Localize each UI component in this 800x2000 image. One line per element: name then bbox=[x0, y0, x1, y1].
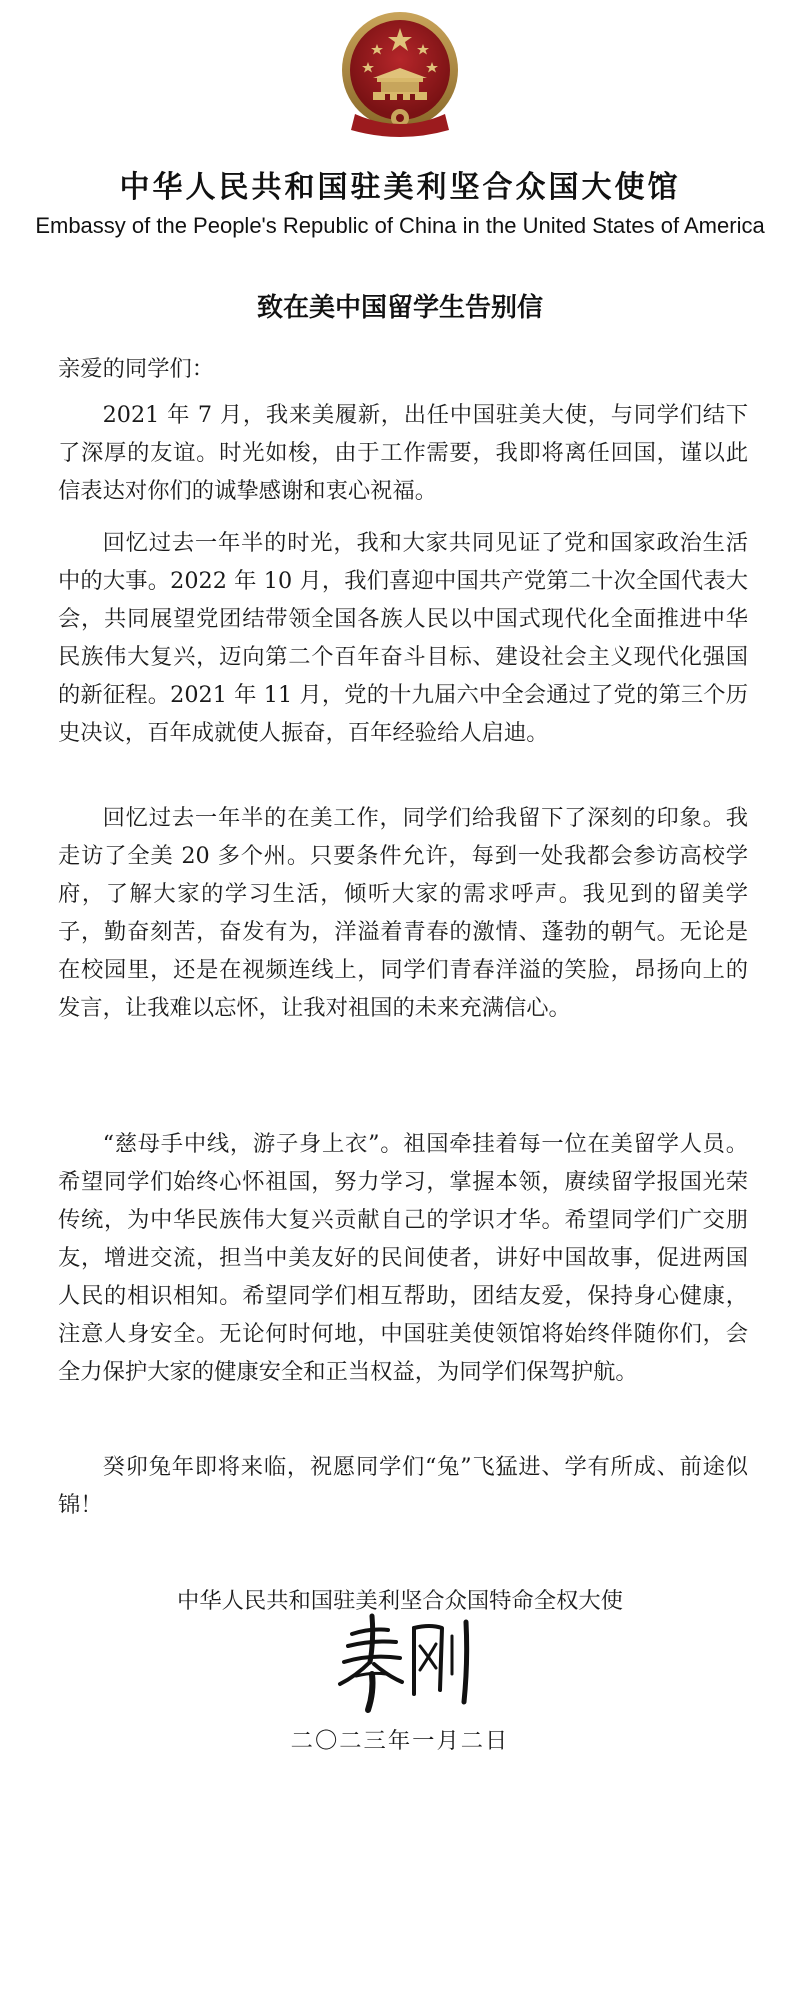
paragraph-2: 回忆过去一年半的时光，我和大家共同见证了党和国家政治生活中的大事。2022 年 10 月，我们喜迎中国共产党第二十次全国代表大会，共同展望党团结带领全国各族人民以中国式现代化全面推进中华民族伟大复兴，迈向第二个百年奋斗目标、建设社会主义现代化强国的新征程。2021 年 11 月，党的十九届六中全会通过了党的第三个历史决议，百年成就使人振奋，百年经验给人启迪。 bbox=[58, 530, 748, 746]
letter-title: 致在美中国留学生告别信 bbox=[256, 293, 543, 323]
paragraph-1: 2021 年 7 月，我来美履新，出任中国驻美大使，与同学们结下了深厚的友谊。时光如梭，由于工作需要，我即将离任回国，谨以此信表达对你们的诚挚感谢和衷心祝福。 bbox=[58, 402, 748, 504]
embassy-name-chinese: 中华人民共和国驻美利坚合众国大使馆 bbox=[119, 170, 681, 205]
salutation: 亲爱的同学们： bbox=[58, 356, 215, 382]
paragraph-5: 癸卯兔年即将来临，祝愿同学们“兔”飞猛进、学有所成、前途似锦！ bbox=[58, 1454, 748, 1518]
letter-date: 二〇二三年一月二日 bbox=[290, 1728, 510, 1754]
paragraph-3: 回忆过去一年半的在美工作，同学们给我留下了深刻的印象。我走访了全美 20 多个州。只要条件允许，每到一处我都会参访高校学府，了解大家的学习生活，倾听大家的需求呼声。我见到的留美学子，勤奋刻苦，奋发有为，洋溢着青春的激情、蓬勃的朝气。无论是在校园里，还是在视频连线上，同学们青春洋溢的笑脸，昂扬向上的发言，让我难以忘怀，让我对祖国的未来充满信心。 bbox=[58, 805, 748, 1021]
embassy-name-english: Embassy of the People's Republic of China in the United States of America bbox=[35, 213, 765, 238]
handwritten-signature bbox=[330, 1610, 480, 1716]
paragraph-4: “慈母手中线，游子身上衣”。祖国牵挂着每一位在美留学人员。希望同学们始终心怀祖国，努力学习，掌握本领，赓续留学报国光荣传统，为中华民族伟大复兴贡献自己的学识才华。希望同学们广交朋友，增进交流，担当中美友好的民间使者，讲好中国故事，促进两国人民的相识相知。希望同学们相互帮助，团结友爱，保持身心健康，注意人身安全。无论何时何地，中国驻美使领馆将始终伴随你们，会全力保护大家的健康安全和正当权益，为同学们保驾护航。 bbox=[58, 1131, 748, 1385]
signer-title: 中华人民共和国驻美利坚合众国特命全权大使 bbox=[177, 1588, 623, 1614]
national-emblem-icon bbox=[337, 6, 463, 146]
